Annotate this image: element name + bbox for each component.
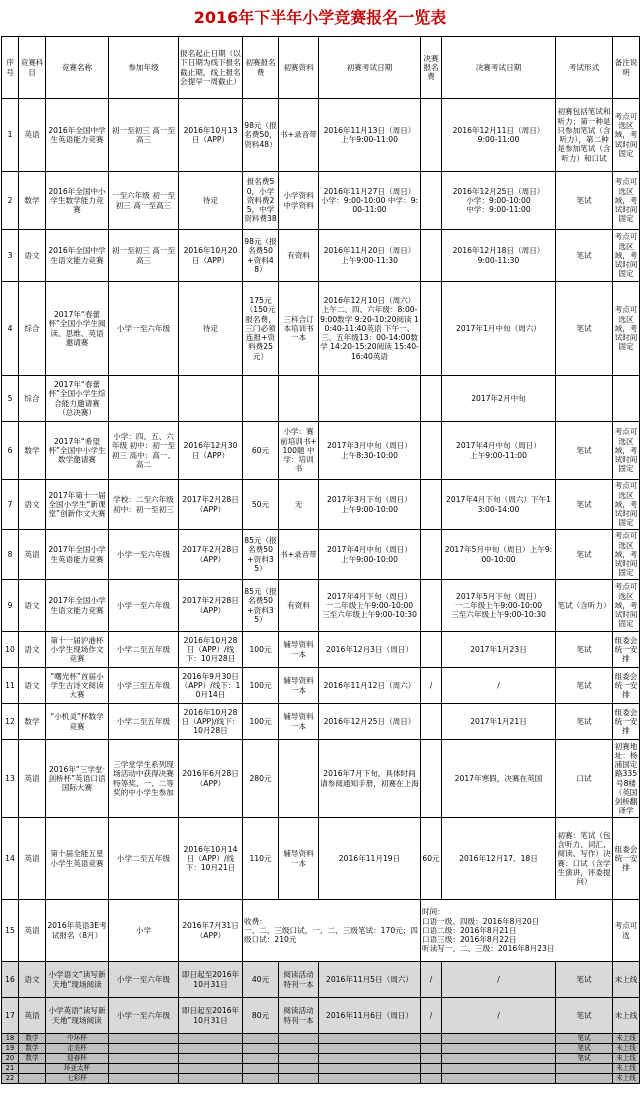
row-material: 辅导资料一本 xyxy=(279,632,319,668)
row-material: 阅读活动特刊一本 xyxy=(279,962,319,998)
header-cell: 竞赛科目 xyxy=(19,37,46,99)
row-subject: 语文 xyxy=(19,580,46,632)
row-grade: 小学三至五年级 xyxy=(109,668,179,704)
header-cell: 序号 xyxy=(2,37,19,99)
table-row xyxy=(2,998,640,1034)
row-name: 2017年“春蕾杯”全国小学生综合能力邀请赛（总决赛） xyxy=(46,376,109,422)
row-form: 笔试（含听力） xyxy=(556,580,613,632)
row-registration: 2016年10月14日（APP）/线下：10月21日 xyxy=(179,818,243,900)
row-prelim-date xyxy=(319,376,421,422)
row-prelim-date: 2016年11月19日 xyxy=(319,818,421,900)
row-note: 考点可选区域，考试时间固定 xyxy=(613,530,640,580)
row-grade: 小学二至五年级 xyxy=(109,818,179,900)
row-note: 组委会统一安排 xyxy=(613,632,640,668)
row-prelim-date: 2017年4月中旬（周日） 上午9:00-10:00 xyxy=(319,530,421,580)
table-row xyxy=(2,580,640,632)
row-subject: 数学 xyxy=(19,1054,46,1064)
row-material: 有资料 xyxy=(279,230,319,282)
row-final-date: 2016年12月25日（周日） 小学：9:00-10:00 中学：9:00-11:00 xyxy=(442,172,556,230)
row-note: 组委会统一安排 xyxy=(613,704,640,740)
row-subject: 英语 xyxy=(19,740,46,818)
row-name: 走美杯 xyxy=(46,1044,109,1054)
row-registration: 2017年2月28日（APP） xyxy=(179,580,243,632)
row-grade: 小学一至六年级 xyxy=(109,998,179,1034)
row-grade: 小学二至五年级 xyxy=(109,632,179,668)
row-registration xyxy=(179,376,243,422)
header-cell: 初赛资料 xyxy=(279,37,319,99)
row-prelim-date: 2016年12月10日（周六） 上午二、四、六年级：8:00-9:00数学 9:20-10:20阅读 10:40-11:40英语 下午一、三、五年级13：00-14:00数学 14:20-15:20阅读 15:40-16:40英语 xyxy=(319,282,421,376)
row-fee: 50元 xyxy=(243,480,279,530)
row-name: 2016年全国中学生英语能力竞赛 xyxy=(46,99,109,172)
row-grade: 三学堂学生系列现场活动中获得决赛特等奖、一、二等奖的中小学生参加 xyxy=(109,740,179,818)
header-cell: 参加年级 xyxy=(109,37,179,99)
row-final-fee xyxy=(421,230,442,282)
row-final-fee xyxy=(421,580,442,632)
row-name: 2016年“三学堂·剑桥杯”英语口语国际大赛 xyxy=(46,740,109,818)
row-final-text: 时间： 口语一级、四级：2016年8月20日 口语二级：2016年8月21日 口语三级：2016年8月22日 听读写一、二、三级：2016年8月23日 xyxy=(421,900,613,962)
row-name: 七彩杯 xyxy=(46,1074,109,1084)
row-final-date: 2016年12月18日（周日） 9:00-11:30 xyxy=(442,230,556,282)
row-form: 笔试 xyxy=(556,282,613,376)
row-prelim-date: 2016年11月5日（周六） xyxy=(319,962,421,998)
row-note: 考点可选区域，考试时间固定 xyxy=(613,230,640,282)
row-registration: 2016年6月28日（APP） xyxy=(179,740,243,818)
row-fee: 85元（报名费50+资料35） xyxy=(243,580,279,632)
row-fee: 80元 xyxy=(243,998,279,1034)
row-fee: 100元 xyxy=(243,668,279,704)
row-number: 4 xyxy=(2,282,19,376)
row-number: 6 xyxy=(2,422,19,480)
table-row xyxy=(2,422,640,480)
row-material: 书+录音带 xyxy=(279,99,319,172)
row-material: 书+录音带 xyxy=(279,530,319,580)
header-cell: 报名起止日期（以下日期为线下报名截止期，线上报名会提早一周截止） xyxy=(179,37,243,99)
row-subject: 语文 xyxy=(19,632,46,668)
row-name: 小学英语“读写新天地”现场阅读 xyxy=(46,998,109,1034)
row-material: 辅导资料一本 xyxy=(279,704,319,740)
row-form: 笔试 xyxy=(556,668,613,704)
row-final-date: 2017年5月下旬（周日） 一二年级上午9:00-10:00 三至六年级上午9:00-10:30 xyxy=(442,580,556,632)
row-registration: 2016年10月28日（APP)/线下：10月28日 xyxy=(179,704,243,740)
header-cell: 初赛报名费 xyxy=(243,37,279,99)
row-name: 2017年第十一届全国小学生“新课堂”创新作文大赛 xyxy=(46,480,109,530)
row-number: 22 xyxy=(2,1074,19,1084)
row-final-date: 2017年2月中旬 xyxy=(442,376,556,422)
row-number: 19 xyxy=(2,1044,19,1054)
row-final-date: 2017年4月中旬（周日） 上午9:00-11:00 xyxy=(442,422,556,480)
row-prelim-date: 2016年11月13日（周日） 上午9:00-11:00 xyxy=(319,99,421,172)
row-subject: 数学 xyxy=(19,704,46,740)
row-final-date: 2017年1月中旬（周六） xyxy=(442,282,556,376)
row-name: 2016年全国中小学生数学能力竞赛 xyxy=(46,172,109,230)
row-grade: 小学一至六年级 xyxy=(109,580,179,632)
row-subject: 英语 xyxy=(19,900,46,962)
row-subject: 数学 xyxy=(19,1034,46,1044)
header-cell: 决赛考试日期 xyxy=(442,37,556,99)
row-final-fee xyxy=(421,282,442,376)
row-subject: 综合 xyxy=(19,282,46,376)
row-final-fee xyxy=(421,530,442,580)
table-row xyxy=(2,740,640,818)
row-prelim-date: 2016年11月27日（周日） 小学：9:00-10:00 中学：9:00-11:00 xyxy=(319,172,421,230)
row-prelim-date: 2016年12月3日（周日） xyxy=(319,632,421,668)
row-note: 考点可选区域，考试时间固定 xyxy=(613,282,640,376)
row-prelim-date: 2016年12月25日（周日） xyxy=(319,704,421,740)
row-form: 笔试 xyxy=(556,998,613,1034)
row-number: 15 xyxy=(2,900,19,962)
row-number: 9 xyxy=(2,580,19,632)
row-number: 14 xyxy=(2,818,19,900)
row-form: 笔试 xyxy=(556,172,613,230)
row-registration: 2016年12月30日（APP） xyxy=(179,422,243,480)
row-fee: 100元 xyxy=(243,704,279,740)
row-note: 组委会统一安排 xyxy=(613,818,640,900)
row-name: 小学语文“读写新天地”现场阅读 xyxy=(46,962,109,998)
row-number: 7 xyxy=(2,480,19,530)
row-subject: 语文 xyxy=(19,962,46,998)
table-row xyxy=(2,230,640,282)
row-final-date: / xyxy=(442,998,556,1034)
row-registration: 2016年10月13日（APP） xyxy=(179,99,243,172)
row-fee: 40元 xyxy=(243,962,279,998)
row-number: 20 xyxy=(2,1054,19,1064)
row-final-fee xyxy=(421,376,442,422)
row-material: 小学资料中学资料 xyxy=(279,172,319,230)
row-registration: 2016年10月28日（APP）/线下：10月28日 xyxy=(179,632,243,668)
row-form xyxy=(556,1074,613,1084)
row-note: 未上线 xyxy=(613,1074,640,1084)
row-form: 笔试 xyxy=(556,480,613,530)
header-cell: 初赛考试日期 xyxy=(319,37,421,99)
row-grade: 小学一至六年级 xyxy=(109,282,179,376)
competition-table xyxy=(1,36,640,1084)
row-fee: 110元 xyxy=(243,818,279,900)
row-material xyxy=(279,740,319,818)
row-subject: 语文 xyxy=(19,668,46,704)
row-material: 阅读活动特刊一本 xyxy=(279,998,319,1034)
row-final-fee xyxy=(421,480,442,530)
row-form: 笔试 xyxy=(556,230,613,282)
row-form: 初赛：笔试（包含听力、词汇、阅读、写作）决赛：口试（含学生演讲，评委提问） xyxy=(556,818,613,900)
table-row xyxy=(2,376,640,422)
table-row xyxy=(2,704,640,740)
row-subject: 语文 xyxy=(19,480,46,530)
row-prelim-date: 2016年7月下旬，具体时间请参阅通知手册，初赛在上海 xyxy=(319,740,421,818)
row-name: 迎春杯 xyxy=(46,1054,109,1064)
row-registration: 待定 xyxy=(179,172,243,230)
row-name: “曙光杯”首届小学生古诗文阅读大赛 xyxy=(46,668,109,704)
row-fee: 100元 xyxy=(243,632,279,668)
row-material xyxy=(279,376,319,422)
row-subject: 数学 xyxy=(19,422,46,480)
row-name: 2017年“春蕾杯”全国小学生阅读、思维、英语邀请赛 xyxy=(46,282,109,376)
table-row xyxy=(2,900,640,962)
row-final-fee: / xyxy=(421,668,442,704)
row-final-fee xyxy=(421,704,442,740)
row-name: 第十一届沪港杯小学生现场作文竞赛 xyxy=(46,632,109,668)
row-note xyxy=(613,376,640,422)
row-fee: 报名费50，小学资料费25，中学资料费38 xyxy=(243,172,279,230)
header-cell: 竞赛名称 xyxy=(46,37,109,99)
row-form xyxy=(556,1064,613,1074)
row-name: 环亚太杯 xyxy=(46,1064,109,1074)
row-fee xyxy=(243,376,279,422)
row-registration: 2016年7月31日（APP） xyxy=(179,900,243,962)
row-number: 13 xyxy=(2,740,19,818)
row-note: 考点可选区域，考试时间固定 xyxy=(613,172,640,230)
row-fee: 60元 xyxy=(243,422,279,480)
row-registration: 2017年2月28日（APP） xyxy=(179,530,243,580)
row-name: 2016年全国中学生语文能力竞赛 xyxy=(46,230,109,282)
row-final-fee xyxy=(421,172,442,230)
row-grade: 小学 xyxy=(109,900,179,962)
row-final-date: 2017年5月中旬（周日）上午9:00-10:00 xyxy=(442,530,556,580)
row-form: 笔试 xyxy=(556,1044,613,1054)
table-row xyxy=(2,1064,640,1074)
row-form: 笔试 xyxy=(556,704,613,740)
row-registration: 2017年2月28日（APP） xyxy=(179,480,243,530)
row-subject xyxy=(19,1064,46,1074)
row-note: 未上线 xyxy=(613,1034,640,1044)
row-number: 5 xyxy=(2,376,19,422)
row-final-fee xyxy=(421,422,442,480)
row-prelim-date: 2017年3月中旬（周日） 上午8:30-10:00 xyxy=(319,422,421,480)
table-row xyxy=(2,668,640,704)
table-row xyxy=(2,818,640,900)
header-cell: 决赛报名费 xyxy=(421,37,442,99)
row-material: 小学：赛前培训书+100题 中学：培训书 xyxy=(279,422,319,480)
row-final-date: / xyxy=(442,668,556,704)
row-note: 未上线 xyxy=(613,1054,640,1064)
table-row xyxy=(2,1074,640,1084)
row-note: 考点可选区域，考试时间固定 xyxy=(613,580,640,632)
row-form: 笔试 xyxy=(556,962,613,998)
table-row xyxy=(2,632,640,668)
row-registration: 即日起至2016年10月31日 xyxy=(179,962,243,998)
row-prelim-date: 2016年11月20日（周日） 上午9:00-11:30 xyxy=(319,230,421,282)
row-final-fee: 60元 xyxy=(421,818,442,900)
row-material: 辅导资料一本 xyxy=(279,668,319,704)
table-row xyxy=(2,1034,640,1044)
row-final-fee: / xyxy=(421,998,442,1034)
row-form: 笔试 xyxy=(556,422,613,480)
row-fee: 280元 xyxy=(243,740,279,818)
row-note: 未上线 xyxy=(613,1064,640,1074)
row-subject: 综合 xyxy=(19,376,46,422)
row-fee: 85元（报名费50+资料35） xyxy=(243,530,279,580)
row-prelim-date: 2017年4月下旬（周日） 一二年级上午9:00-10:00 三至六年级上午9:00-10:30 xyxy=(319,580,421,632)
row-form: 笔试 xyxy=(556,1054,613,1064)
row-grade: 初一至初三 高一至高三 xyxy=(109,230,179,282)
row-number: 18 xyxy=(2,1034,19,1044)
row-number: 21 xyxy=(2,1064,19,1074)
row-material: 三科合订本培训书一本 xyxy=(279,282,319,376)
row-subject: 数学 xyxy=(19,172,46,230)
row-grade: 学校：二至六年级 初中：初一至初三 xyxy=(109,480,179,530)
row-subject: 英语 xyxy=(19,530,46,580)
header-row xyxy=(2,37,640,99)
row-note: 考点可选区域，考试时间固定 xyxy=(613,422,640,480)
row-registration: 2016年10月20日（APP） xyxy=(179,230,243,282)
row-form: 初赛包括笔试和听力；第一种是只参加笔试（含听力），第二种是参加笔试（含听力）和口试 xyxy=(556,99,613,172)
row-final-fee xyxy=(421,632,442,668)
row-grade xyxy=(109,376,179,422)
table-row xyxy=(2,530,640,580)
row-fee: 175元（150元报名费，三门必须连报+资料费25元） xyxy=(243,282,279,376)
row-subject: 数学 xyxy=(19,1044,46,1054)
row-number: 17 xyxy=(2,998,19,1034)
row-number: 12 xyxy=(2,704,19,740)
row-subject xyxy=(19,1074,46,1084)
row-name: 第十届全能五星小学生英语竞赛 xyxy=(46,818,109,900)
row-subject: 语文 xyxy=(19,230,46,282)
table-row xyxy=(2,99,640,172)
row-number: 10 xyxy=(2,632,19,668)
row-registration: 2016年9月30日（APP）/线下：10月14日 xyxy=(179,668,243,704)
row-number: 16 xyxy=(2,962,19,998)
row-subject: 英语 xyxy=(19,99,46,172)
row-number: 3 xyxy=(2,230,19,282)
row-final-date: 2016年12月17、18日 xyxy=(442,818,556,900)
row-number: 1 xyxy=(2,99,19,172)
row-name: 2016年英语3E考试报名（8月） xyxy=(46,900,109,962)
row-form: 笔试 xyxy=(556,1034,613,1044)
row-form xyxy=(556,376,613,422)
row-final-date: 2017年1月21日 xyxy=(442,704,556,740)
row-registration: 即日起至2016年10月31日 xyxy=(179,998,243,1034)
row-grade: 小学二至五年级 xyxy=(109,704,179,740)
table-row xyxy=(2,1054,640,1064)
table-row xyxy=(2,282,640,376)
header-cell: 考试形式 xyxy=(556,37,613,99)
row-fee: 98元（报名费50，资料48） xyxy=(243,99,279,172)
row-final-date: 2017年1月23日 xyxy=(442,632,556,668)
page-title: 2016年下半年小学竞赛报名一览表 xyxy=(193,8,447,27)
row-grade: 一至六年级 初一至初三 高一至高三 xyxy=(109,172,179,230)
row-form: 笔试 xyxy=(556,530,613,580)
row-number: 11 xyxy=(2,668,19,704)
row-final-date: / xyxy=(442,962,556,998)
row-final-fee: / xyxy=(421,962,442,998)
row-form: 笔试 xyxy=(556,632,613,668)
row-note: 考点可选区域，考试时间固定 xyxy=(613,480,640,530)
row-material: 有资料 xyxy=(279,580,319,632)
row-name: 2017年全国小学生语文能力竞赛 xyxy=(46,580,109,632)
row-final-date: 2016年12月11日（周日） 9:00-11:00 xyxy=(442,99,556,172)
row-final-fee xyxy=(421,99,442,172)
row-fee-text: 收费： 一、二、三级口试，一、二、三级笔试：170元；四级口试：210元 xyxy=(243,900,421,962)
row-note: 组委会统一安排 xyxy=(613,668,640,704)
row-note: 初赛地址：杨浦国定路335号8楼（英国剑桥翻译学 xyxy=(613,740,640,818)
table-row xyxy=(2,962,640,998)
row-note: 考点可选 xyxy=(613,900,640,962)
row-name: 2017年全国小学生英语能力竞赛 xyxy=(46,530,109,580)
row-name: “小机灵”杯数学竞赛 xyxy=(46,704,109,740)
row-final-date: 2017年寒假，决赛在英国 xyxy=(442,740,556,818)
row-prelim-date: 2016年11月6日（周日） xyxy=(319,998,421,1034)
row-note: 未上线 xyxy=(613,998,640,1034)
row-fee: 98元（报名费50+资料48） xyxy=(243,230,279,282)
row-number: 2 xyxy=(2,172,19,230)
row-material: 无 xyxy=(279,480,319,530)
row-note: 未上线 xyxy=(613,1044,640,1054)
row-grade: 初一至初三 高一至高三 xyxy=(109,99,179,172)
row-final-date: 2017年4月下旬（周六）下午13:00-14:00 xyxy=(442,480,556,530)
row-final-fee xyxy=(421,740,442,818)
row-subject: 英语 xyxy=(19,998,46,1034)
row-note: 考点可选区域，考试时间固定 xyxy=(613,99,640,172)
row-grade: 小学一至六年级 xyxy=(109,962,179,998)
row-prelim-date: 2016年11月12日（周六） xyxy=(319,668,421,704)
row-registration: 待定 xyxy=(179,282,243,376)
table-row xyxy=(2,1044,640,1054)
row-number: 8 xyxy=(2,530,19,580)
table-row xyxy=(2,480,640,530)
row-prelim-date: 2017年3月下旬（周日） 上午9:00-10:00 xyxy=(319,480,421,530)
row-note: 未上线 xyxy=(613,962,640,998)
row-subject: 英语 xyxy=(19,818,46,900)
row-grade: 小学一至六年级 xyxy=(109,530,179,580)
row-grade: 小学：四、五、六年级 初中：初一至初三 高中：高一、高二 xyxy=(109,422,179,480)
table-row xyxy=(2,172,640,230)
header-cell: 备注说明 xyxy=(613,37,640,99)
row-material: 辅导资料一本 xyxy=(279,818,319,900)
row-form: 口试 xyxy=(556,740,613,818)
row-name: 2017年“希望杯”全国中小学生数学邀请赛 xyxy=(46,422,109,480)
row-name: 中环杯 xyxy=(46,1034,109,1044)
